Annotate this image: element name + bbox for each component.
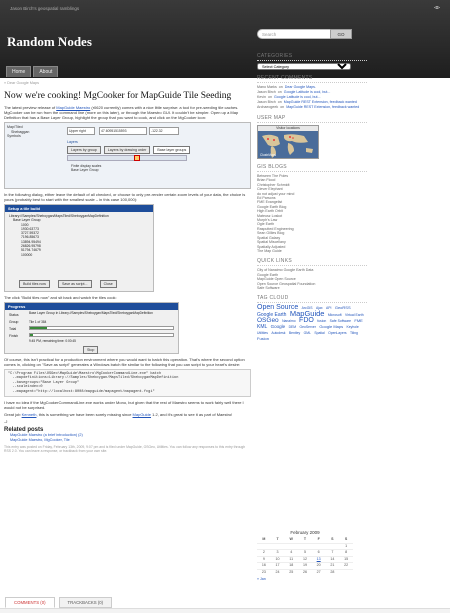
- gis-blog-link[interactable]: Spatial Miscellany: [257, 240, 286, 245]
- build-tiles-button[interactable]: Build tiles now: [19, 280, 50, 288]
- base-layer-tree: [71, 164, 101, 173]
- calendar-day: 27: [312, 569, 326, 575]
- tag-link[interactable]: Open Source: [257, 304, 299, 312]
- save-script-button[interactable]: Save as script...: [58, 280, 92, 288]
- calendar-day: 4: [284, 550, 298, 557]
- quick-link[interactable]: City of Nanaimo Google Earth Data: [257, 268, 314, 273]
- related-posts-heading: Related posts: [4, 427, 44, 434]
- recent-comments-list: [257, 85, 367, 110]
- calendar-day: 8: [339, 550, 353, 557]
- comment-author: Archaeogeek: [257, 105, 279, 109]
- paragraph: I have no idea if the MgCookerCommandLine.exe works under Mono, but given that the rest of Maestro seems to work fairly well there I would not be surprised.: [4, 400, 244, 411]
- calendar-day: [339, 569, 353, 575]
- maestro-link[interactable]: MapGuide Maestro: [56, 105, 91, 110]
- calendar-day: 23: [257, 569, 271, 575]
- paragraph: Great job Kenneth, this is something we have been sorely missing since MapGuide 1.2, and it's great to see it as part of Maestro!: [4, 412, 233, 418]
- tree-item: Map/Tiled: [7, 125, 23, 129]
- quick-link[interactable]: MapGuide Open Source: [257, 277, 296, 282]
- calendar-day: 5: [298, 550, 312, 557]
- calendar-day: 15: [339, 556, 353, 563]
- comment-author: Jason Birch: [257, 90, 276, 94]
- tab-layers-by-drawing-order[interactable]: Layers by drawing order: [104, 146, 151, 154]
- tag-cloud: [257, 305, 367, 342]
- finish-value: 9:45 PM, remaining time: 0:00:45: [29, 339, 76, 343]
- tag-link[interactable]: Utilities: [257, 331, 268, 336]
- calendar-day: [326, 543, 340, 550]
- comment-post-link[interactable]: Google Latitude is cool, but...: [283, 90, 331, 94]
- calendar-day: 14: [326, 556, 340, 563]
- post-title[interactable]: Now we're cooking! MgCooker for MapGuide Tile Seeding: [4, 91, 232, 101]
- calendar-day: 22: [339, 563, 353, 570]
- progress-title: Progress: [5, 303, 178, 310]
- tag-link[interactable]: Keyhole: [346, 325, 359, 330]
- tag-link[interactable]: KML: [257, 324, 268, 331]
- calendar-week: [257, 543, 353, 550]
- tag-link[interactable]: Google Maps: [319, 324, 344, 330]
- visitor-map-label: Visitor locations: [258, 126, 318, 131]
- signoff: -J: [4, 419, 8, 425]
- search-input[interactable]: Search: [257, 29, 351, 39]
- dialog-buttons: [19, 280, 119, 288]
- comment-tabs: [5, 597, 112, 608]
- comment-author: Mano Marks: [257, 85, 277, 89]
- tag-link[interactable]: DEM: [288, 325, 297, 330]
- comment-on: on: [268, 95, 272, 99]
- batch-script-code: "C:\Program Files\OSGeo\MapGuide\Maestro\MgCookerCommandLine.exe" batch --mapdefinitions=Library://Samples/Sheboygan/MapsTiled/SheboyganMapDefinition --basegroups="Base Layer Group" --scaleindex=0 --mapagent="http://localhost:8008/mapguide/mapagent/mapagent.fcgi": [4, 369, 251, 397]
- tag-link[interactable]: Fusion: [257, 336, 270, 342]
- calendar-day: 17: [271, 563, 285, 570]
- tab-trackbacks[interactable]: TRACKBACKS (0): [59, 597, 113, 608]
- calendar-day: 2: [257, 550, 271, 557]
- nav-about[interactable]: About: [33, 66, 58, 77]
- scale-item[interactable]: 3727.59372: [21, 231, 39, 236]
- calendar-day-header: W: [289, 537, 293, 541]
- tag-link[interactable]: OpenLayers: [328, 331, 347, 336]
- status-label: Status: [9, 313, 19, 317]
- tag-link[interactable]: Safe Software: [329, 319, 351, 324]
- visitor-map[interactable]: [257, 125, 319, 159]
- icon-toolbar: [67, 155, 187, 161]
- sidebar: [257, 48, 367, 342]
- gis-blog-link[interactable]: Between The Poles: [257, 174, 289, 178]
- mgcooker-icon[interactable]: [134, 155, 140, 161]
- progress-labels: [9, 312, 19, 340]
- tree-item: Symbols: [7, 134, 21, 139]
- calendar-day: [271, 543, 285, 550]
- comment-on: on: [277, 90, 282, 94]
- site-header: [0, 0, 450, 78]
- tag-link[interactable]: FME: [354, 318, 363, 324]
- previous-post-link[interactable]: « Dear Google Maps: [4, 81, 40, 85]
- calendar-week: [257, 563, 353, 570]
- finish-label: Finish: [9, 334, 19, 338]
- screenshot-progress-dialog: [4, 302, 179, 354]
- tag-link[interactable]: MapGuide: [289, 309, 325, 319]
- scale-item[interactable]: 7196.85673: [21, 235, 39, 240]
- calendar-day: 28: [326, 569, 340, 575]
- calendar-day: 21: [326, 563, 340, 570]
- tag-link[interactable]: GeoServer: [299, 325, 316, 330]
- tag-link[interactable]: Autodesk: [271, 331, 286, 336]
- calendar-day: 19: [298, 563, 312, 570]
- post-meta: This entry was posted on Friday, February 13th, 2009, 9:07 pm and is filed under MapGuide, OSGeo, Utilities. You can follow any responses to this entry through RSS 2.0. You can leave a response, or trackback from your own site.: [4, 444, 246, 453]
- calendar-day: 16: [257, 563, 271, 570]
- gis-blog-link[interactable]: Ogle Earth: [257, 222, 275, 227]
- calendar-day: 11: [284, 556, 298, 563]
- group-label: Group: [9, 320, 19, 324]
- calendar-day-header: M: [262, 537, 266, 541]
- gis-blog-link[interactable]: do not adjust your mind: [257, 191, 295, 196]
- field-label: Upper right: [67, 127, 95, 135]
- calendar-day-header: S: [331, 537, 334, 541]
- calendar-day-header: S: [344, 537, 348, 541]
- paragraph: Of course, this isn't practical for a production environment where you would want to batch this operation. That's where the second option comes in, clicking on "Save as script" generates a Windows batch file similar to the following that you can script to your heart's desire:: [4, 357, 245, 367]
- stop-button[interactable]: Stop: [83, 346, 98, 354]
- tag-link[interactable]: fusion: [317, 319, 327, 324]
- tile-value: Tile 1 of 384: [29, 320, 47, 324]
- footer-strip: [0, 608, 450, 613]
- comment-post-link[interactable]: Dear Google Maps.: [284, 85, 316, 89]
- site-tagline: Jason Birch's geospatial ramblings: [10, 6, 80, 11]
- tag-link[interactable]: Google Earth: [257, 312, 287, 319]
- clustrmaps-logo: ClustrMaps: [260, 153, 277, 157]
- categories-heading: CATEGORIES: [257, 53, 367, 61]
- gis-blog-link[interactable]: Spatial Galaxy: [257, 235, 281, 240]
- comment-author: Kevin: [257, 95, 266, 99]
- tag-link[interactable]: Ajax: [315, 306, 323, 311]
- gis-blog-link[interactable]: The Map Guide: [257, 248, 282, 253]
- calendar-day: 26: [298, 569, 312, 575]
- calendar-day: 20: [312, 563, 326, 570]
- calendar-day[interactable]: 13: [312, 556, 326, 563]
- total-progress-bar: [29, 333, 174, 337]
- mapguide-link[interactable]: MapGuide: [132, 412, 151, 418]
- total-label: Total: [9, 327, 17, 331]
- tag-link[interactable]: Virtual Earth: [345, 313, 364, 318]
- close-button[interactable]: Close: [100, 280, 117, 288]
- gis-blog-link[interactable]: Spatially Adjusted: [257, 244, 286, 249]
- recent-comment: [257, 105, 367, 110]
- tab-layers-by-group[interactable]: Layers by group: [67, 146, 101, 154]
- resource-tree: [7, 125, 47, 139]
- calendar-day: 9: [257, 556, 271, 563]
- gis-blog-link[interactable]: Christopher Schmidt: [257, 182, 290, 187]
- tag-link[interactable]: FDO: [299, 317, 314, 325]
- paragraph: In the following dialog, either leave the default of all checked, or choose to only pre-render certain zoom levels of your data, the choice is yours (probably best to start with the smallest scale – in this case 100,000):: [4, 192, 246, 202]
- quick-link[interactable]: Google Earth: [257, 272, 279, 277]
- tree-group: Base Layer Group: [13, 218, 41, 223]
- tag-link[interactable]: GML: [303, 331, 311, 336]
- tab-base-layer-groups[interactable]: Base layer groups: [153, 146, 190, 154]
- tag-link[interactable]: Spatial: [314, 331, 325, 336]
- field-value: 47.60951515593: [99, 127, 147, 135]
- calendar-day-header: T: [276, 537, 279, 541]
- recent-comments-heading: RECENT COMMENTS: [257, 75, 367, 83]
- calendar: [257, 530, 353, 581]
- scale-item[interactable]: 26826.95798: [21, 244, 41, 249]
- calendar-day: 6: [312, 550, 326, 557]
- quick-link[interactable]: Open Source Geospatial Foundation: [257, 281, 316, 286]
- tag-link[interactable]: Bentley: [288, 331, 301, 336]
- scale-item[interactable]: 1000: [21, 222, 29, 227]
- comment-on: on: [278, 85, 283, 89]
- comment-post-link[interactable]: Google Latitude is cool, but...: [274, 95, 321, 99]
- gis-blogs-heading: GIS BLOGS: [257, 164, 367, 172]
- quick-link[interactable]: Safe Software: [257, 285, 280, 290]
- nav-home[interactable]: Home: [6, 66, 31, 77]
- gis-blog-link[interactable]: High Earth Orbit: [257, 209, 283, 214]
- comment-post-link[interactable]: MapGuide REST Extension, feedback wanted: [283, 100, 357, 104]
- calendar-day: 18: [284, 563, 298, 570]
- gis-blog-link[interactable]: Sean Gillies Blog: [257, 231, 285, 236]
- tag-link[interactable]: Nanaimo: [282, 319, 296, 324]
- calendar-day: 10: [271, 556, 285, 563]
- tag-cloud-heading: TAG CLOUD: [257, 295, 367, 303]
- calendar-prev-link[interactable]: « Jan: [257, 576, 266, 581]
- gis-blog-link[interactable]: Google Earth Blog: [257, 204, 287, 209]
- tag-link[interactable]: Tiling: [349, 331, 358, 336]
- scale-item[interactable]: 100000: [21, 252, 33, 257]
- gis-blogs-list: [257, 174, 367, 253]
- gis-blog-link[interactable]: Ed Parsons: [257, 196, 276, 201]
- comment-on: on: [277, 100, 282, 104]
- calendar-week: [257, 550, 353, 557]
- site-title[interactable]: Random Nodes: [7, 34, 92, 49]
- quick-links-list: [257, 268, 367, 290]
- gis-blog-link[interactable]: FME Evangelist: [257, 200, 283, 205]
- kenneth-link[interactable]: Kenneth: [21, 412, 37, 418]
- calendar-day: 12: [298, 556, 312, 563]
- search-button[interactable]: GO: [330, 29, 352, 39]
- layers-label: Layers: [67, 140, 78, 144]
- comment-post-link[interactable]: MapGuide REST Extension, feedback wanted: [286, 105, 360, 109]
- tag-link[interactable]: OSGeo: [257, 317, 279, 325]
- calendar-table: [257, 537, 353, 576]
- tag-link[interactable]: Google: [270, 324, 286, 330]
- status-value: Base Layer Group in Library://Samples/Sheboygan/MapsTiled/SheboyganMapDefinition: [29, 311, 153, 315]
- calendar-week: [257, 569, 353, 575]
- calendar-day: 3: [271, 550, 285, 557]
- tree-root: Library://Samples/Sheboygan/MapsTiled/SheboyganMapDefinition: [9, 214, 109, 218]
- field-value-2: -122.32: [149, 127, 179, 135]
- scale-item[interactable]: 13894.95494: [21, 239, 41, 244]
- related-post-link[interactable]: MapGuide Maestro (a brief introduction) (2): [10, 433, 83, 438]
- group-progress-bar: [29, 326, 174, 330]
- layer-tabs: [67, 146, 192, 154]
- screenshot-tile-build-dialog: [4, 204, 154, 292]
- calendar-day: 1: [339, 543, 353, 550]
- calendar-day: [298, 543, 312, 550]
- scale-item[interactable]: 51794.74679: [21, 248, 41, 253]
- category-select[interactable]: [257, 63, 351, 70]
- calendar-day: 24: [271, 569, 285, 575]
- calendar-day: [312, 543, 326, 550]
- calendar-day-header: T: [303, 537, 307, 541]
- quick-links-heading: QUICK LINKS: [257, 258, 367, 266]
- tag-link[interactable]: ArcGIS: [301, 306, 313, 311]
- calendar-title: February 2009: [290, 530, 320, 535]
- intro-paragraph: The latest preview release of MapGuide Maestro (r0620 currently) comes with a nice little surprise: a tool for pre-seeding tile caches. MgCooker can be run from the command line (more on this later), or through the Maestro GUI. It couldn't be simpler. Open up a Map Definition that has a Base Layer Group, highlight the group that you want to cook, and click on the MgCooker icon:: [4, 105, 239, 120]
- tree-item[interactable]: Base Layer Group: [71, 168, 99, 173]
- calendar-day: 25: [284, 569, 298, 575]
- comment-author: Jason Birch: [257, 100, 276, 104]
- tree-item: Finite display scales: [71, 164, 102, 168]
- calendar-day-header: F: [317, 537, 320, 541]
- scale-item[interactable]: 1930.63773: [21, 226, 39, 231]
- tag-link[interactable]: GeoRSS: [334, 305, 351, 311]
- dialog-title: Setup a tile build: [5, 205, 153, 212]
- related-post-link[interactable]: MapGuide Maestro, MgCooker, Tile: [10, 437, 70, 442]
- gis-blog-link[interactable]: Murph's Law: [257, 218, 278, 223]
- calendar-week: [257, 556, 353, 563]
- paragraph: The click "Build tiles now" and sit back and watch the tiles cook:: [4, 295, 117, 300]
- gis-blog-link[interactable]: Brian Flood: [257, 178, 276, 183]
- calendar-day: 7: [326, 550, 340, 557]
- rss-icon[interactable]: ◃▹: [433, 5, 440, 11]
- scale-tree: [5, 212, 153, 259]
- gis-blog-link[interactable]: Rasputted Engineering: [257, 226, 294, 231]
- tag-link[interactable]: API: [325, 306, 332, 311]
- calendar-day: [284, 543, 298, 550]
- tab-comments[interactable]: COMMENTS (0): [5, 597, 55, 608]
- gis-blog-link[interactable]: Mateusz Loskot: [257, 213, 283, 218]
- post-content: [4, 81, 251, 453]
- main-nav: [6, 66, 58, 77]
- tree-item: Shebaggan: [11, 129, 30, 134]
- gis-blog-link[interactable]: Clever Elephant: [257, 187, 283, 192]
- tag-link[interactable]: Microsoft: [327, 313, 342, 318]
- user-map-heading: USER MAP: [257, 115, 367, 123]
- calendar-day: [257, 543, 271, 550]
- comment-on: on: [280, 105, 285, 109]
- screenshot-map-definition: [4, 122, 251, 189]
